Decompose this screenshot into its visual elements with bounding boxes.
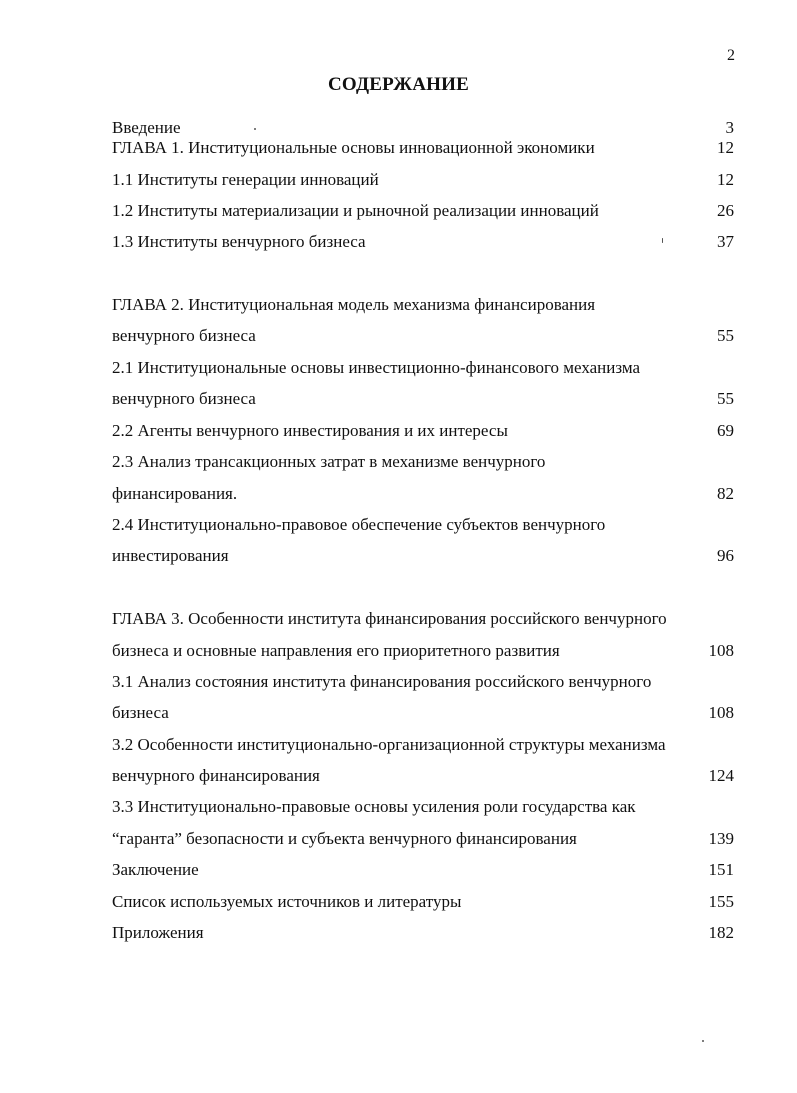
toc-entry-text: бизнеса bbox=[112, 703, 169, 722]
toc-entry-page: 37 bbox=[717, 232, 734, 251]
toc-entry-text: Приложения bbox=[112, 923, 204, 942]
scan-speck bbox=[662, 238, 663, 243]
toc-entry-page: 26 bbox=[717, 201, 734, 220]
toc-entry-text: бизнеса и основные направления его приоритетного развития bbox=[112, 641, 560, 660]
toc-entry-page: 12 bbox=[717, 138, 734, 157]
toc-entry-text: ГЛАВА 2. Институциональная модель механизма финансирования bbox=[112, 295, 596, 314]
toc-entry-page: 108 bbox=[708, 641, 734, 660]
toc-entry-text: 2.3 Анализ трансакционных затрат в механизме венчурного bbox=[112, 452, 546, 471]
toc-entry-text: инвестирования bbox=[112, 546, 229, 565]
scan-speck bbox=[702, 1040, 704, 1042]
toc-entry-text: венчурного финансирования bbox=[112, 766, 320, 785]
toc-entry-page: 82 bbox=[717, 484, 734, 503]
toc-entry-text: Список используемых источников и литературы bbox=[112, 892, 462, 911]
toc-entry-text: Введение bbox=[112, 118, 181, 137]
page-title: СОДЕРЖАНИЕ bbox=[328, 74, 469, 95]
toc-entry-text: 2.4 Институционально-правовое обеспечение субъектов венчурного bbox=[112, 515, 606, 534]
toc-entry-text: 1.3 Институты венчурного бизнеса bbox=[112, 232, 366, 251]
toc-entry-page: 3 bbox=[725, 118, 734, 137]
toc-entry-page: 151 bbox=[708, 860, 734, 879]
toc-entry-text: финансирования. bbox=[112, 484, 238, 503]
scan-speck bbox=[254, 128, 256, 130]
toc-entry-text: 3.1 Анализ состояния института финансирования российского венчурного bbox=[112, 672, 652, 691]
toc-entry-text: 2.2 Агенты венчурного инвестирования и их интересы bbox=[112, 421, 508, 440]
toc-entry-page: 155 bbox=[708, 892, 734, 911]
toc-entry-text: Заключение bbox=[112, 860, 199, 879]
toc-entry-page: 182 bbox=[708, 923, 734, 942]
toc-entry-page: 69 bbox=[717, 421, 734, 440]
toc-entry-page: 96 bbox=[717, 546, 734, 565]
toc-entry-text: венчурного бизнеса bbox=[112, 326, 256, 345]
page-number: 2 bbox=[727, 47, 735, 64]
toc-entry-text: “гаранта” безопасности и субъекта венчурного финансирования bbox=[112, 829, 577, 848]
toc-entry-page: 12 bbox=[717, 170, 734, 189]
toc-entry-page: 55 bbox=[717, 326, 734, 345]
toc-entry-text: 1.2 Институты материализации и рыночной реализации инноваций bbox=[112, 201, 599, 220]
toc-entry-page: 55 bbox=[717, 389, 734, 408]
toc-entry-text: ГЛАВА 3. Особенности института финансирования российского венчурного bbox=[112, 609, 667, 628]
toc-entry-page: 139 bbox=[708, 829, 734, 848]
toc-entry-text: 3.3 Институционально-правовые основы усиления роли государства как bbox=[112, 797, 636, 816]
toc-entry-page: 108 bbox=[708, 703, 734, 722]
toc-entry-text: венчурного бизнеса bbox=[112, 389, 256, 408]
toc-entry-page: 124 bbox=[708, 766, 734, 785]
toc-entry-text: 1.1 Институты генерации инноваций bbox=[112, 170, 379, 189]
toc-entry-text: ГЛАВА 1. Институциональные основы инновационной экономики bbox=[112, 138, 595, 157]
toc-entry-text: 2.1 Институциональные основы инвестиционно-финансового механизма bbox=[112, 358, 641, 377]
toc-entry-text: 3.2 Особенности институционально-организационной структуры механизма bbox=[112, 735, 666, 754]
